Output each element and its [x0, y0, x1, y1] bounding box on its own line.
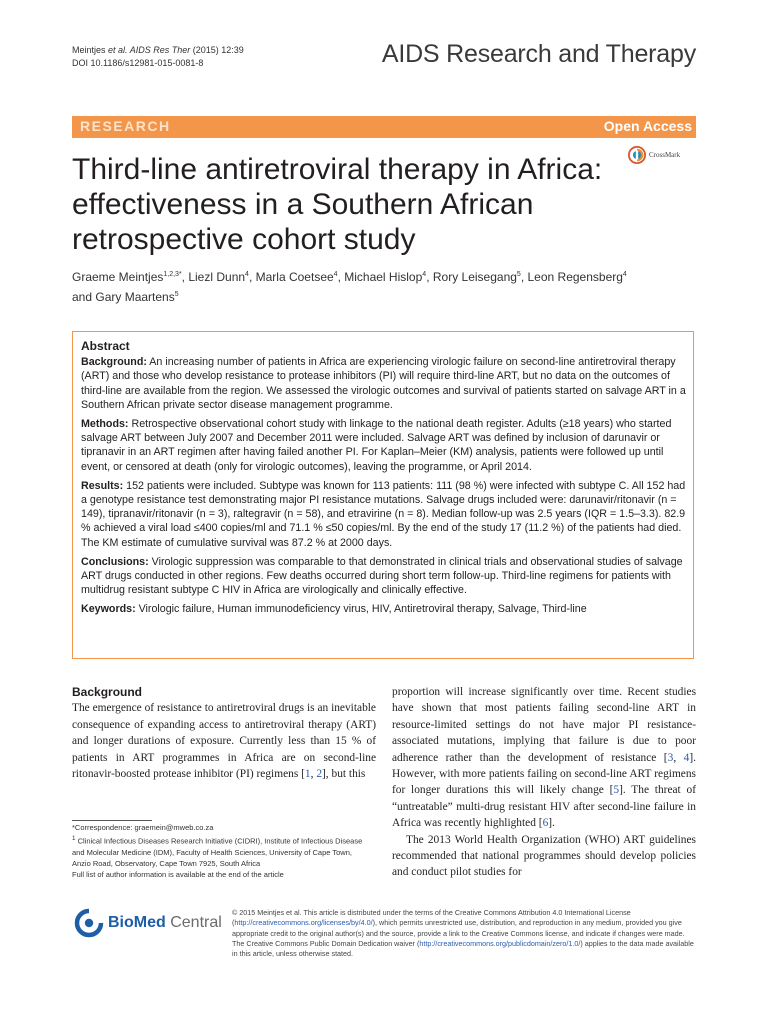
reference-link-3[interactable]: 3 [667, 751, 674, 764]
reference-link-5[interactable]: 5 [613, 784, 620, 797]
correspondence-note: *Correspondence: graemein@mweb.co.za [72, 823, 214, 832]
author-list: Graeme Meintjes$^{1,2,3*}$, Liezl Dunn$^4$, Marla Coetsee$^4$, Michael Hislop$^4$, Rory Leisegang$^5$, Leon Regensberg$^4$ and Gary Maartens$^5$ [72, 270, 627, 304]
license-link[interactable]: http://creativecommons.org/licenses/by/4.0/ [234, 918, 373, 928]
body-paragraph: proportion will increase significantly over time. Recent studies have shown that most patients failing second-line ART in resource-limited settings do not have major PI resistance-associated mutations, implying that failure is due to poor adherence rather than the development of resistance [3, 4]. However, with more patients failing on second-line ART regimens for longer durations this will likely change [5]. The threat of “untreatable” multi-drug resistant HIV after second-line failure in Africa was recently highlighted [6]. [392, 686, 696, 830]
license-statement: © 2015 Meintjes et al. This article is distributed under the terms of the Creative Commons Attribution 4.0 International License (http://creativecommons.org/licenses/by/4.0/), which permits unrestricted use, distribution, and reproduction in any medium, provided you give appropriate credit to the original author(s) and the source, provide a link to the Creative Commons license, and indicate if changes were made. The Creative Commons Public Domain Dedication waiver (http://creativecommons.org/publicdomain/zero/1.0/) applies to the data made available in this article, unless otherwise stated. [232, 908, 694, 959]
author-name: Rory Leisegang [432, 270, 517, 284]
author-info-note: Full list of author information is available at the end of the article [72, 870, 284, 880]
affiliation-note: $^1$ Clinical Infectious Diseases Research Initiative (CIDRI), Institute of Infectious Disease and Molecular Medicine (IDM), Faculty of Health Sciences, University of Cape Town, Anzio Road, Observatory, Cape Town 7925, South Africa [72, 835, 363, 869]
footnote-divider [72, 820, 152, 821]
author-affiliation-sup: 4 [245, 271, 249, 278]
author-affiliation-sup: 4 [422, 271, 427, 278]
author-affiliation-sup: 4 [622, 271, 627, 278]
citation-journal-abbrev: et al. AIDS Res Ther [108, 45, 191, 55]
abstract-conclusions: Conclusions: Virologic suppression was comparable to that demonstrated in clinical trials and observational studies of salvage ART drugs conducted in other regions. Few deaths occurred during short term follow-up. Third-line regimens for patients with multidrug resistant subtype C HIV in Africa are virologically and clinically effective. [81, 555, 683, 597]
author-affiliation-sup: 4 [333, 271, 338, 278]
abstract-results: Results: 152 patients were included. Subtype was known for 113 patients: 111 (98 %) were infected with subtype C. All 152 had a genotype resistance test demonstrating major PI resistance mutations. Salvage drugs included were: darunavir/ritonavir (n = 149), tipranavir/ritonavir (n = 3), raltegravir (n = 58), and etravirine (n = 8). Median follow-up was 2.5 years (IQR = 1.5–3.3). 82.9 % achieved a viral load ≤400 copies/ml and 71.1 % ≤50 copies/ml. By the end of the study 17 (11.2 %) of the patients had died. The KM estimate of cumulative survival was 87.2 % at 2000 days. [81, 479, 686, 549]
body-paragraph: The 2013 World Health Organization (WHO) ART guidelines recommended that national programmes should develop policies and conduct pilot studies for [392, 833, 696, 879]
citation-volume: (2015) 12:39 [190, 45, 244, 55]
author-name: Leon Regensberg [527, 270, 623, 284]
body-paragraph: The emergence of resistance to antiretroviral drugs is an inevitable consequence of expanding access to antiretroviral therapy (ART) and longer durations of exposure. Currently less than 15 % of patients in ART programmes in Africa are on second-line ritonavir-boosted protease inhibitor (PI) regimens [1, 2], but this [72, 702, 376, 781]
abstract-methods: Methods: Retrospective observational cohort study with linkage to the national death register. Adults (≥18 years) who started salvage ART between July 2007 and December 2011 were included. Salvage ART was defined by inclusion of darunavir or tipranavir in an ART regimen after having failed another PI. For Kaplan–Meier (KM) analysis, patients were followed up until event, or censored at death (only for virologic outcomes), leaving the programme, or April 2014. [81, 418, 672, 473]
biomed-central-logo-icon [74, 908, 104, 938]
public-domain-link[interactable]: http://creativecommons.org/publicdomain/zero/1.0/ [419, 938, 581, 948]
article-doi: DOI 10.1186/s12981-015-0081-8 [72, 58, 204, 68]
reference-link-6[interactable]: 6 [542, 817, 549, 830]
reference-link-2[interactable]: 2 [316, 768, 323, 781]
abstract [81, 339, 687, 622]
reference-link-1[interactable]: 1 [304, 768, 311, 781]
article-citation [72, 44, 244, 70]
footnotes [72, 822, 372, 881]
author-name: Michael Hislop [344, 270, 423, 284]
author-name: Graeme Meintjes [72, 270, 164, 284]
article-title: Third-line antiretroviral therapy in Africa: effectiveness in a Southern African retrospective cohort study [72, 153, 603, 256]
body-right-column [392, 684, 696, 881]
section-label: RESEARCH [80, 118, 171, 134]
background-heading: Background [72, 685, 143, 699]
author-affiliation-sup: 1,2,3* [163, 271, 182, 278]
author-affiliation-sup: 5 [174, 291, 179, 298]
reference-link-4[interactable]: 4 [683, 751, 690, 764]
abstract-keywords: Keywords: Virologic failure, Human immunodeficiency virus, HIV, Antiretroviral therapy, Salvage, Third-line [81, 603, 587, 616]
journal-name: AIDS Research and Therapy [381, 40, 696, 68]
citation-author: Meintjes [72, 45, 106, 55]
author-name: Liezl Dunn [188, 270, 246, 284]
author-affiliation-sup: 5 [516, 271, 521, 278]
author-name: and Gary Maartens [72, 290, 175, 304]
open-access-label: Open Access [603, 118, 692, 134]
biomed-central-logo: BioMed Central [74, 908, 222, 938]
author-name: Marla Coetsee [255, 270, 334, 284]
abstract-background: Background: An increasing number of patients in Africa are experiencing virologic failure on second-line antiretroviral therapy (ART) and those who develop resistance to protease inhibitors (PI) will require third-line ART, but no data on the outcomes of third-line are available from the region. We assessed the virologic outcomes and survival of patients started on salvage ART in a Southern African private sector disease management programme. [81, 356, 686, 411]
body-left-column [72, 684, 376, 782]
crossmark-label: CrossMark [649, 151, 681, 159]
abstract-heading: Abstract [81, 339, 130, 353]
